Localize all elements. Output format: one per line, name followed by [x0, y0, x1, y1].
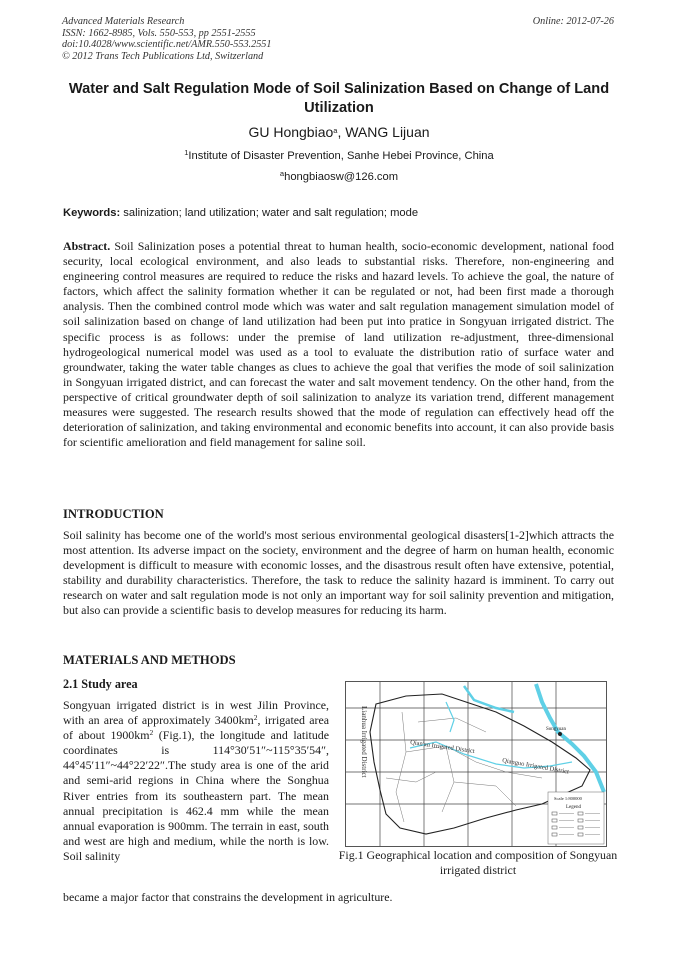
qianan-label: Qian'an Irrigated District [409, 739, 476, 756]
author-sup: a [333, 126, 338, 135]
study-area-text-end: became a major factor that constrains the development in agriculture. [63, 890, 393, 904]
scale-label: Scale 1:800000 [554, 796, 582, 801]
author-name-2: , WANG Lijuan [337, 124, 430, 140]
abstract-label: Abstract. [63, 239, 111, 253]
legend-label: Legend [566, 805, 581, 810]
introduction-heading: INTRODUCTION [63, 507, 164, 521]
affiliation [48, 149, 630, 163]
journal-name: Advanced Materials Research [62, 16, 185, 27]
journal-copyright: © 2012 Trans Tech Publications Ltd, Switzerland [62, 50, 264, 62]
paper-title: Water and Salt Regulation Mode of Soil Salinization Based on Change of Land Utilization [68, 81, 610, 116]
figure-map [345, 681, 607, 847]
study-area-text [63, 698, 329, 864]
abstract-text: Soil Salinization poses a potential threat to human health, socio-economic development, national food security, local ecological environment, and also leads to substantial risks. Therefore, non-engineering and engineering control measures are required to reduce the risks and hazard levels. To achieve the goal, the nature of factors, which affect the salinity formation whether it can be regulated or not, had been first made a thorough analysis. Then the combined control mode which was water and salt regulation management simulation model of soil salinization based on change of land utilization had been put into pratice in Songyuan irrigated district. The specific process is as follows: under the premise of land utilization re-adjustment, three-dimensional hydrogeological numerical model was used as a tool to evaluate the distribution ratio of surface water and groundwater, taking the water table changes as clues to achieve the goal that verifies the mode of soil salinization in Songyuan irrigated district, and can forecast the water and salt movement tendency. On the other hand, from the perspective of critical groundwater depth of soil salinization to analyze its variation trend, different management measures were suggested. The research results showed that the mode of regulation can effectively head off the deterioration of salinization, and taking environmental and economic benefits into account, it can also provide basis for scientific amelioration and field management for saline soil. [63, 239, 614, 450]
journal-doi[interactable]: doi:10.4028/www.scientific.net/AMR.550-553.2551 [62, 39, 272, 50]
qianguo-label: Qianguo Irrigated District [501, 757, 570, 776]
keywords-label: Keywords: [63, 207, 121, 219]
keywords [63, 206, 615, 220]
introduction-text: Soil salinity has become one of the world's most serious environmental geological disasters[1-2]which attracts the most attention. Its adverse impact on the society, environment and the degree of harm on human health, economic development is difficult to measure with economic losses, and the disastrous result often have extensive, potential, stability and durability characteristics. Therefore, the task to reduce the salinity hazard is imminent. To carry out research on water and salt regulation mode is not only an important way for soil salinity prevention and mitigation, but also can provide a scientific basis to develop measures for reducing its harm. [63, 528, 614, 618]
songyuan-label: Songyuan [546, 727, 566, 732]
methods-heading: MATERIALS AND METHODS [63, 653, 236, 667]
email-sup: a [279, 169, 285, 178]
study-area-heading: 2.1 Study area [63, 677, 138, 691]
songhua-river [536, 684, 604, 792]
keywords-text: salinization; land utilization; water and salt regulation; mode [120, 207, 419, 219]
songyuan-city-marker [558, 732, 562, 736]
author-list [48, 124, 630, 141]
affiliation-sup: 1 [184, 148, 189, 157]
canal-2 [446, 702, 454, 732]
email-text[interactable]: hongbiaosw@126.com [284, 171, 399, 183]
author-name: GU Hongbiao [248, 124, 334, 140]
study-text-b: , irrigated area of about 1900km [63, 713, 329, 743]
study-text-a: Songyuan irrigated district is in west Jilin Province, with an area of approximately 3400km [63, 698, 329, 728]
study-sup-b: 2 [149, 728, 154, 738]
online-date: Online: 2012-07-26 [532, 16, 614, 27]
affiliation-text: Institute of Disaster Prevention, Sanhe Hebei Province, China [188, 150, 494, 162]
abstract [63, 239, 614, 450]
journal-issn: ISSN: 1662-8985, Vols. 550-553, pp 2551-2555 [62, 27, 256, 39]
study-sup-a: 2 [253, 713, 258, 723]
map-graphic [346, 682, 606, 846]
figure-caption: Fig.1 Geographical location and composition of Songyuan irrigated district [338, 848, 618, 877]
journal-header [62, 16, 392, 62]
study-text-c: (Fig.1), the longitude and latitude coordinates is 114°30′51″~115°35′54″, 44°45′11″~44°22′22″.The study area is one of the arid and semi-arid regions in China where the Songhua River entries from its southeastern part. The mean annual precipitation is 462.4 mm while the mean annual evaporation is 900mm. The terrain in east, south and west are high and medium, while the north is low. Soil salinity [63, 728, 329, 863]
lianhua-label: Lianhua Irrigated District [360, 706, 368, 778]
author-email [48, 170, 630, 184]
